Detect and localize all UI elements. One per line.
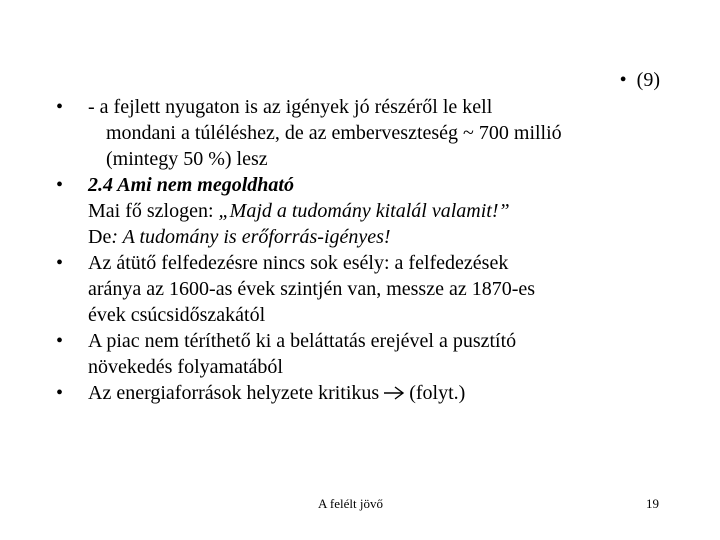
bullet-dot: • (619, 69, 627, 91)
bullet-item-discovery (56, 250, 676, 328)
slogan-line (88, 198, 676, 224)
page-number: 19 (646, 496, 659, 511)
bullet-item-survival (56, 94, 676, 172)
bullet-dot: • (56, 330, 64, 352)
bullet-dot: • (56, 96, 64, 118)
de-line (88, 224, 676, 250)
de-colon: : (111, 226, 123, 248)
right-arrow-icon (383, 381, 405, 407)
bullet-line: mondani a túléléshez, de az emberveszteség ~ 700 millió (106, 122, 562, 144)
footer-title: A felélt jövő (318, 496, 383, 511)
bullet-line: (mintegy 50 %) lesz (106, 148, 268, 170)
energy-text: Az energiaforrások helyzete kritikus (88, 382, 380, 404)
bullet-line: - a fejlett nyugaton is az igények jó részéről le kell (88, 96, 493, 118)
bullet-dot: • (56, 252, 64, 274)
section-heading: 2.4 Ami nem megoldható (88, 174, 294, 196)
bullet-item-energy (56, 380, 676, 407)
slogan-quote: „Majd a tudomány kitalál valamit!” (218, 200, 510, 222)
bullet-item-unsolvable (56, 172, 676, 250)
slogan-prefix: Mai fő szlogen: (88, 200, 219, 222)
bullet-list (56, 94, 676, 407)
bullet-dot: • (56, 382, 64, 404)
bullet-line: aránya az 1600-as évek szintjén van, messze az 1870-es (88, 278, 536, 300)
bullet-line: Az átütő felfedezésre nincs sok esély: a felfedezések (88, 252, 509, 274)
bullet-line: A piac nem téríthető ki a beláttatás erejével a pusztító (88, 330, 517, 352)
top-bullet (620, 66, 660, 94)
de-prefix: De (88, 226, 112, 248)
footer (0, 496, 720, 516)
top-bullet-text: (9) (636, 69, 660, 91)
bullet-dot: • (56, 174, 64, 196)
bullet-line (88, 380, 676, 407)
bullet-line: növekedés folyamatából (88, 356, 283, 378)
bullet-line: évek csúcsidőszakától (88, 304, 266, 326)
bullet-item-market (56, 328, 676, 380)
continued-text: (folyt.) (409, 382, 466, 404)
de-text: A tudomány is erőforrás-igényes! (122, 226, 391, 248)
